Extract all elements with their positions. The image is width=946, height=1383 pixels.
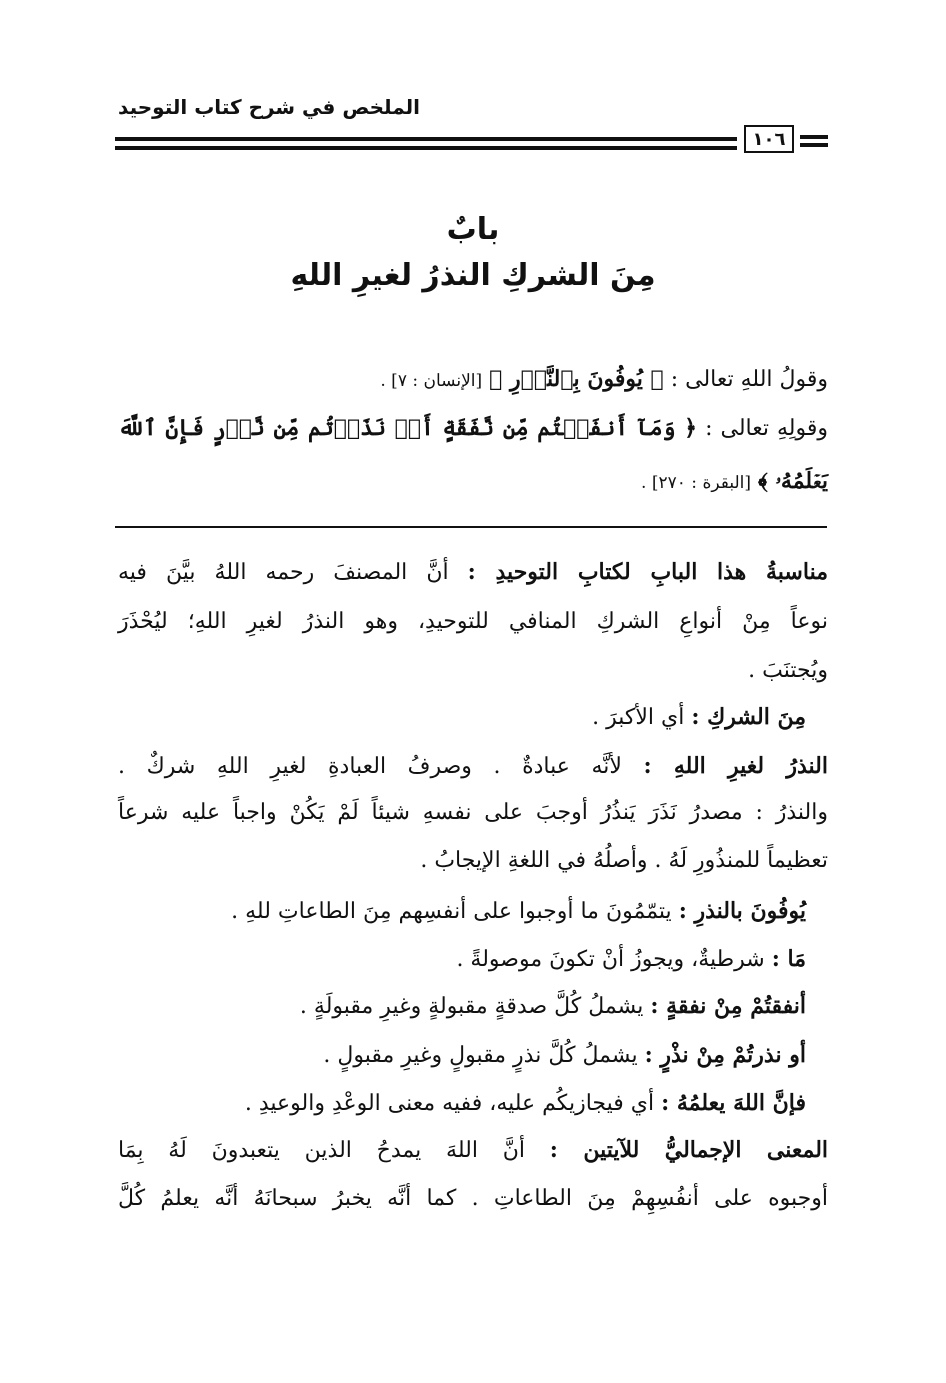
- verse-2-intro: وقولِهِ تعالى :: [705, 416, 828, 441]
- relevance-heading: مناسبةُ هذا البابِ لكتابِ التوحيدِ :: [467, 559, 828, 585]
- commentary-line: [592, 701, 806, 734]
- verse-1-ayah: ﴿ يُوفُونَ بِٱلنَّذۡرِ ﴾: [489, 366, 664, 392]
- term-anfaqtum-explanation: يشملُ كُلَّ صدقةٍ مقبولةٍ وغيرِ مقبولَةٍ .: [299, 994, 644, 1019]
- verse-2-reference: [البقرة : ٢٧٠] .: [641, 473, 751, 493]
- term-ya'lamuhu: فإنَّ اللهَ يعلمُهُ :: [661, 1090, 806, 1116]
- verse-2-ayah-part-1: ﴿ وَمَآ أَنفَقۡتُم مِّن نَّفَقَةٍ أَوۡ نَذَرۡتُم مِّن نَّذۡرٍ فَإِنَّ ٱللَّهَ: [118, 415, 698, 441]
- section-divider: [115, 526, 827, 528]
- commentary-line: [456, 943, 806, 976]
- term-anfaqtum: أنفقتُمْ مِنْ نفقةٍ :: [650, 993, 806, 1019]
- header-tail-rule-top: [800, 135, 828, 139]
- term-ma-explanation: شرطيةٌ، ويجوزُ أنْ تكونَ موصولةً .: [456, 947, 765, 972]
- term-ma: مَا :: [771, 946, 806, 972]
- relevance-text: أنَّ المصنفَ رحمه اللهُ بيَّنَ فيه: [118, 560, 449, 585]
- term-yufuna-explanation: يتمّمُونَ ما أوجبوا على أنفسِهم مِنَ الطاعاتِ للهِ .: [231, 899, 672, 924]
- commentary-line: ويُجتنَبَ .: [748, 658, 828, 683]
- running-title: الملخص في شرح كتاب التوحيد: [118, 95, 420, 119]
- verse-1-intro: وقولُ اللهِ تعالى :: [670, 367, 828, 392]
- term-shirk: مِنَ الشركِ :: [691, 704, 806, 730]
- commentary-line: تعظيماً للمنذُورِ لَهُ . وأصلُهُ في اللغةِ الإيجابُ .: [420, 848, 828, 873]
- commentary-line: نوعاً مِنْ أنواعِ الشركِ المنافي للتوحيدِ، وهو النذرُ لغيرِ اللهِ؛ ليُحْذَرَ: [118, 609, 828, 634]
- commentary-line: والنذرُ : مصدرُ نَذَرَ يَنذُرُ أوجبَ على نفسهِ شيئاً لَمْ يَكُنْ واجباً عليه شرعاً: [118, 800, 828, 825]
- commentary-line: [118, 750, 828, 783]
- commentary-line: [118, 1134, 828, 1167]
- term-shirk-explanation: أي الأكبرَ .: [592, 705, 685, 730]
- header-rule-top: [115, 137, 737, 141]
- term-nadhr-ghayr-allah-explanation: لأنَّه عبادةٌ . وصرفُ العبادةِ لغيرِ اللهِ شركٌ .: [118, 754, 622, 779]
- overall-meaning-heading: المعنى الإجماليُّ للآيتين :: [549, 1137, 829, 1163]
- verse-1-line: [380, 363, 828, 397]
- term-yufuna: يُوفُونَ بالنذرِ :: [678, 898, 806, 924]
- term-nadhartum-explanation: يشملُ كُلَّ نذرٍ مقبولٍ وغيرِ مقبولٍ .: [323, 1043, 638, 1068]
- commentary-line: [231, 895, 806, 928]
- verse-2-line-1: [118, 412, 828, 445]
- term-nadhr-ghayr-allah: النذرُ لغيرِ اللهِ :: [643, 753, 828, 779]
- verse-2-line-2: [641, 465, 828, 499]
- chapter-label: بابٌ: [446, 212, 500, 247]
- commentary-line: [245, 1087, 806, 1120]
- verse-1-reference: [الإنسان : ٧] .: [380, 371, 483, 391]
- overall-meaning-text: أنَّ اللهَ يمدحُ الذين يتعبدونَ لَهُ بِمَا: [118, 1138, 525, 1163]
- header-tail-rule-bottom: [800, 143, 828, 147]
- commentary-line: [118, 556, 828, 589]
- verse-2-ayah-part-2: يَعۡلَمُهُۥ ﴾: [758, 468, 828, 494]
- page-number: ١٠٦: [744, 125, 794, 153]
- chapter-title: مِنَ الشركِ النذرُ لغيرِ اللهِ: [290, 258, 656, 293]
- header-rule-bottom: [115, 146, 737, 150]
- commentary-line: [300, 990, 806, 1023]
- term-ya'lamuhu-explanation: أي فيجازيكُم عليه، ففيه معنى الوعْدِ والوعيدِ .: [244, 1091, 655, 1116]
- term-nadhartum: أو نذرتُمْ مِنْ نذْرٍ :: [644, 1042, 806, 1068]
- commentary-line: [323, 1039, 806, 1072]
- commentary-line: أوجبوه على أنفُسِهِمْ مِنَ الطاعاتِ . كما أنَّه يخبرُ سبحانَهُ أنَّه يعلمُ كُلَّ: [118, 1186, 828, 1211]
